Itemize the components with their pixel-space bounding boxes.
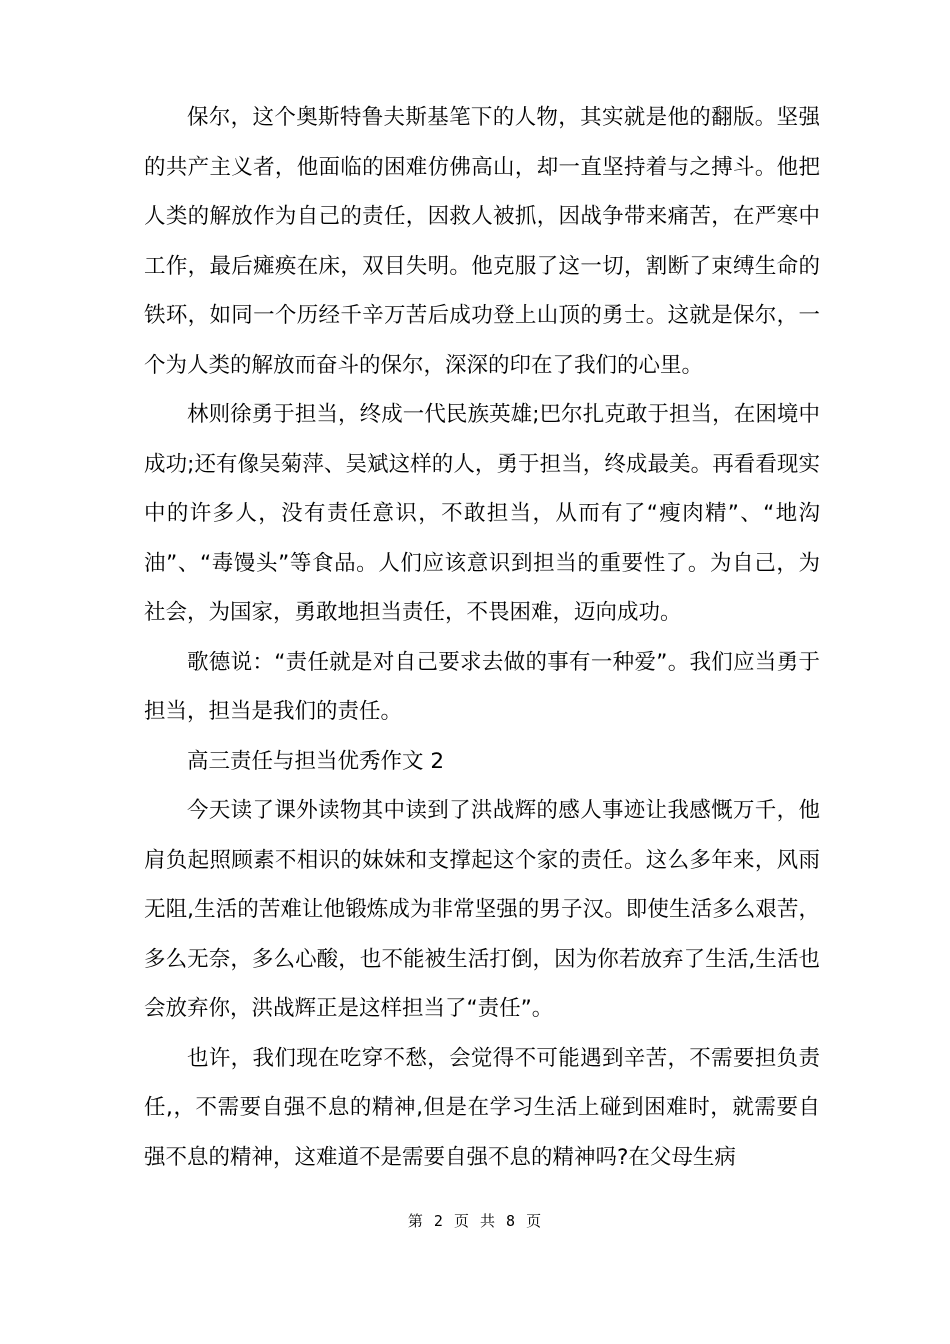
paragraph-hong-zhanhui: 今天读了课外读物其中读到了洪战辉的感人事迹让我感慨万千，他肩负起照顾素不相识的妹妹和支撑起这个家的责任。这么多年来，风雨无阻,生活的苦难让他锻炼成为非常坚强的男子汉。即使生活多么艰苦，多么无奈，多么心酸，也不能被生活打倒，因为你若放弃了生活,生活也会放弃你，洪战辉正是这样担当了“责任”。 (144, 798, 820, 1021)
paragraph-self-reliance: 也许，我们现在吃穿不愁，会觉得不可能遇到辛苦，不需要担负责任,，不需要自强不息的精神,但是在学习生活上碰到困难时，就需要自强不息的精神，这难道不是需要自强不息的精神吗?在父母生病 (144, 1045, 820, 1170)
paragraph-pauls-story: 保尔，这个奥斯特鲁夫斯基笔下的人物，其实就是他的翻版。坚强的共产主义者，他面临的困难仿佛高山，却一直坚持着与之搏斗。他把人类的解放作为自己的责任，因救人被抓，因战争带来痛苦，在严寒中工作，最后瘫痪在床，双目失明。他克服了这一切，割断了束缚生命的铁环，如同一个历经千辛万苦后成功登上山顶的勇士。这就是保尔，一个为人类的解放而奋斗的保尔，深深的印在了我们的心里。 (144, 105, 820, 378)
document-body (144, 93, 820, 1182)
paragraph-goethe-quote: 歌德说：“责任就是对自己要求去做的事有一种爱”。我们应当勇于担当，担当是我们的责任。 (144, 649, 820, 724)
page-number-footer: 第 2 页 共 8 页 (407, 1212, 543, 1230)
section-title: 高三责任与担当优秀作文 2 (187, 748, 445, 774)
paragraph-courage-examples: 林则徐勇于担当，终成一代民族英雄;巴尔扎克敢于担当，在困境中成功;还有像吴菊萍、吴斌这样的人，勇于担当，终成最美。再看看现实中的许多人，没有责任意识，不敢担当，从而有了“瘦肉精”、“地沟油”、“毒馒头”等食品。人们应该意识到担当的重要性了。为自己，为社会，为国家，勇敢地担当责任，不畏困难，迈向成功。 (144, 402, 820, 625)
